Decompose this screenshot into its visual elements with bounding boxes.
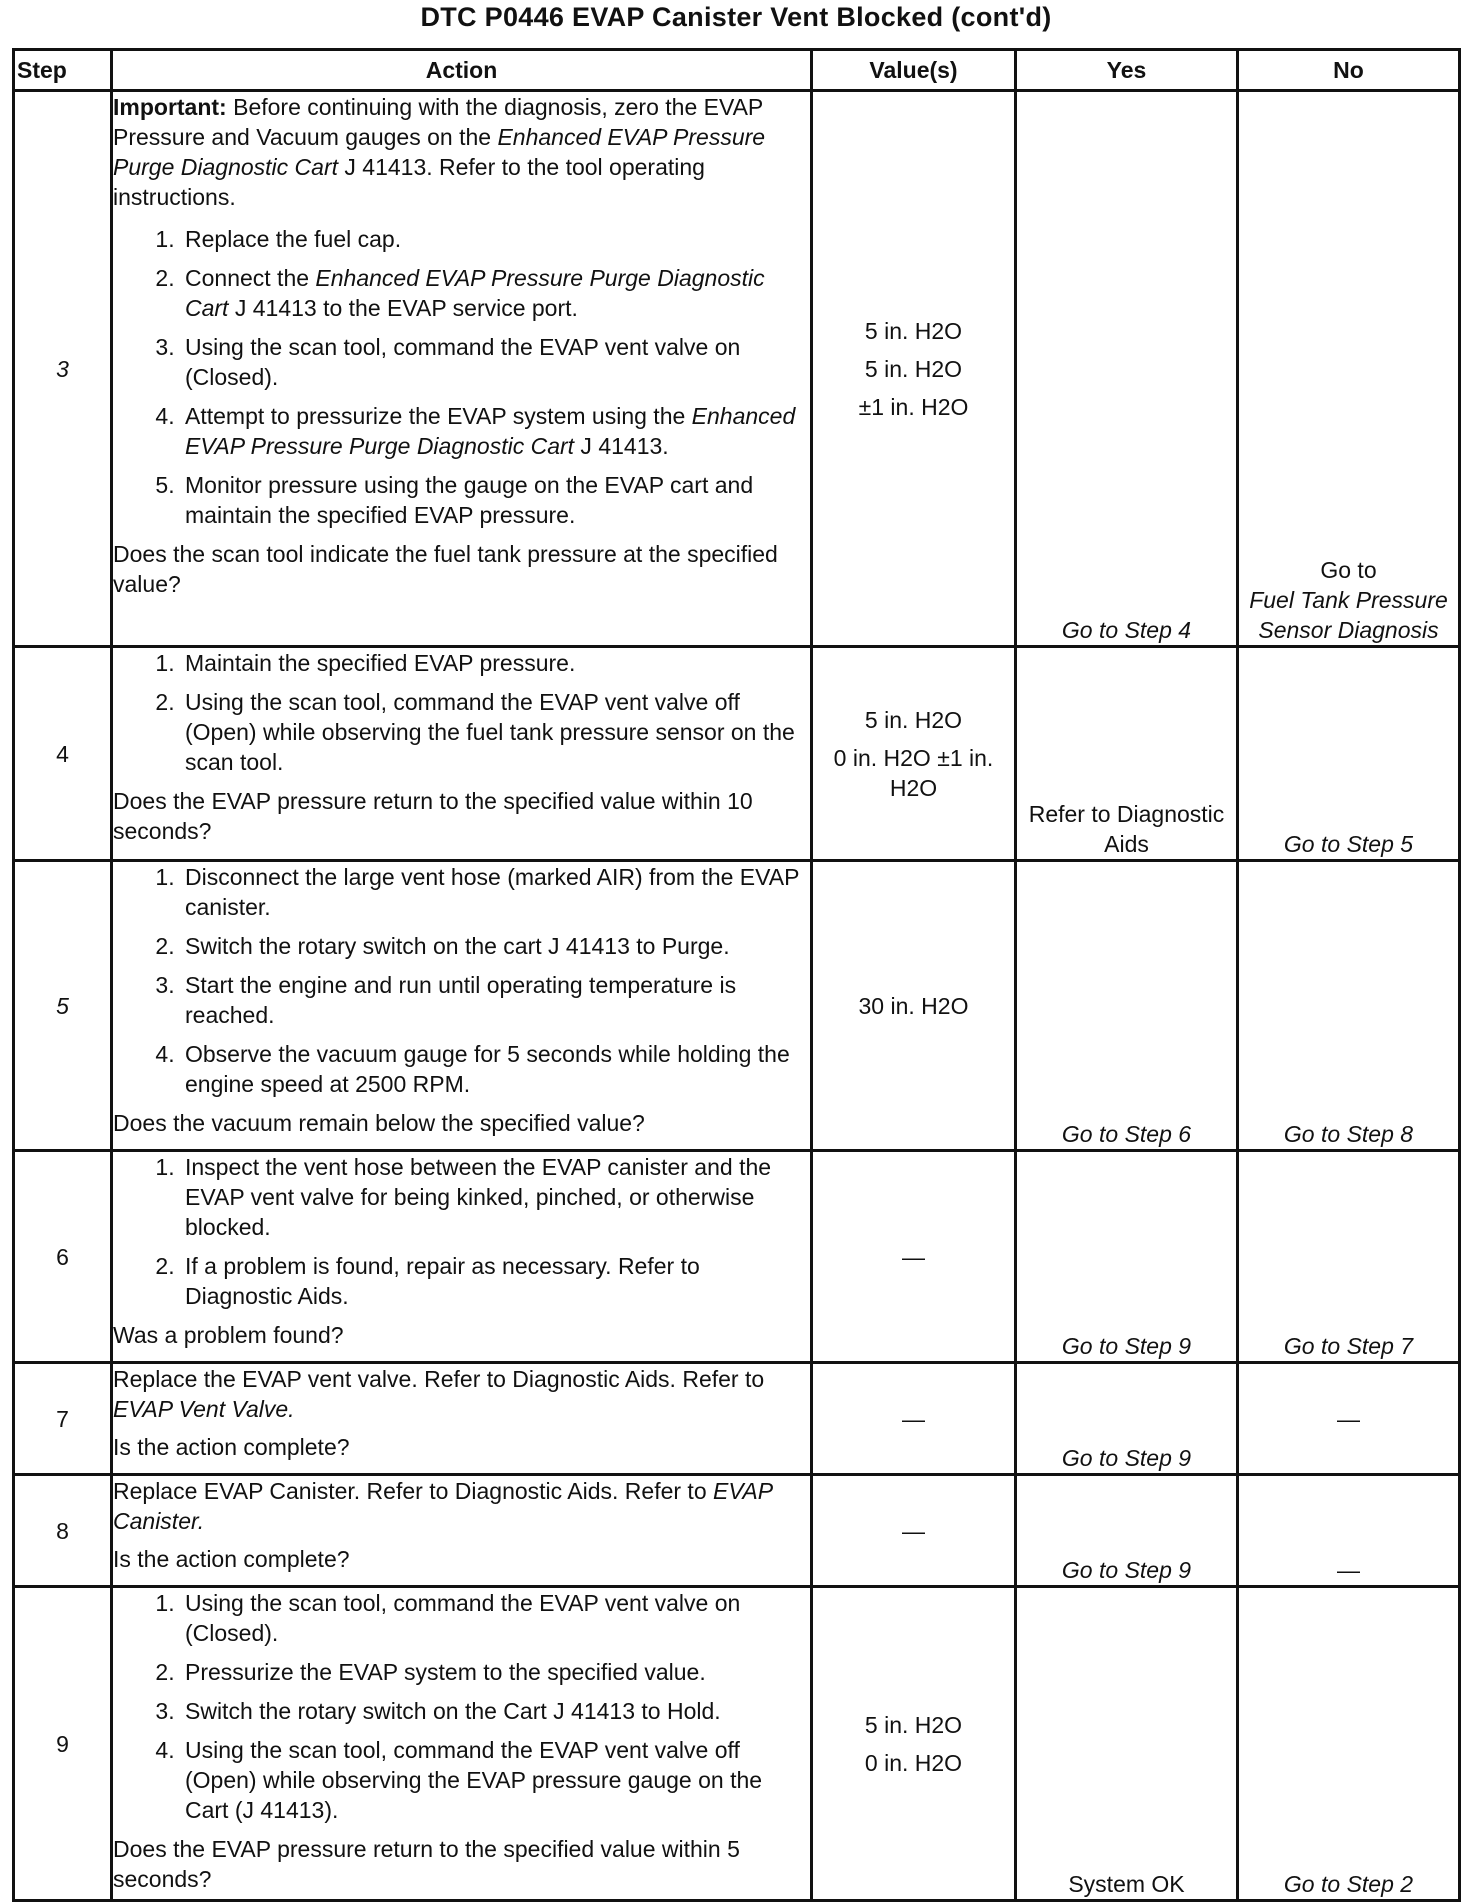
action-cell [112,647,812,861]
no-cell: Go to Step 5 [1238,647,1460,861]
list-item: 4. Attempt to pressurize the EVAP system using the Enhanced EVAP Pressure Purge Diagnostic Cart J 41413. [181,401,810,461]
question: Was a problem found? [113,1322,344,1348]
list-item: 2. If a problem is found, repair as necessary. Refer to Diagnostic Aids. [181,1251,810,1311]
step-number: 8 [14,1475,112,1587]
action-cell [112,1151,812,1363]
page-title: DTC P0446 EVAP Canister Vent Blocked (cont'd) [420,2,1052,32]
list-item: 4. Observe the vacuum gauge for 5 seconds while holding the engine speed at 2500 RPM. [181,1039,810,1099]
list-item: 2. Pressurize the EVAP system to the specified value. [181,1657,810,1687]
action-text: Replace the EVAP vent valve. Refer to Diagnostic Aids. Refer to EVAP Vent Valve. [113,1366,765,1422]
yes-cell: Refer to Diagnostic Aids [1016,647,1238,861]
question: Does the scan tool indicate the fuel tank pressure at the specified value? [113,541,778,597]
values-cell: 5 in. H2O 0 in. H2O [812,1587,1016,1901]
list-item: 1. Inspect the vent hose between the EVAP canister and the EVAP vent valve for being kinked, pinched, or otherwise blocked. [181,1152,810,1242]
action-cell [112,1363,812,1475]
no-cell: — [1238,1475,1460,1587]
important-note: Important: Before continuing with the diagnosis, zero the EVAP Pressure and Vacuum gauges on the Enhanced EVAP Pressure Purge Diagnostic Cart J 41413. Refer to the tool operating instructions. [113,94,766,210]
step-number: 9 [14,1587,112,1901]
table-row [14,861,1460,1151]
list-item: 1. Maintain the specified EVAP pressure. [181,648,810,678]
question: Is the action complete? [113,1434,350,1460]
yes-cell: Go to Step 9 [1016,1475,1238,1587]
column-header-no: No [1238,50,1460,91]
table-row [14,1475,1460,1587]
step-number: 5 [14,861,112,1151]
list-item: 3. Switch the rotary switch on the Cart J 41413 to Hold. [181,1696,810,1726]
no-cell: Go to Fuel Tank Pressure Sensor Diagnosis [1238,91,1460,647]
list-item: 2. Connect the Enhanced EVAP Pressure Purge Diagnostic Cart J 41413 to the EVAP service port. [181,263,810,323]
list-item: 5. Monitor pressure using the gauge on the EVAP cart and maintain the specified EVAP pressure. [181,470,810,530]
column-header-step: Step [14,50,112,91]
step-number: 6 [14,1151,112,1363]
list-item: 3. Start the engine and run until operating temperature is reached. [181,970,810,1030]
yes-cell: Go to Step 9 [1016,1363,1238,1475]
column-header-yes: Yes [1016,50,1238,91]
table-row [14,91,1460,647]
question: Is the action complete? [113,1546,350,1572]
list-item: 2. Using the scan tool, command the EVAP vent valve off (Open) while observing the fuel tank pressure sensor on the scan tool. [181,687,810,777]
question: Does the vacuum remain below the specified value? [113,1110,645,1136]
yes-cell: System OK [1016,1587,1238,1901]
values-cell: — [812,1151,1016,1363]
action-cell [112,1475,812,1587]
list-item: 3. Using the scan tool, command the EVAP vent valve on (Closed). [181,332,810,392]
action-cell [112,91,812,647]
table-row [14,647,1460,861]
table-row [14,1151,1460,1363]
values-cell: 5 in. H2O 5 in. H2O ±1 in. H2O [812,91,1016,647]
values-cell: — [812,1363,1016,1475]
values-cell: — [812,1475,1016,1587]
column-header-values: Value(s) [812,50,1016,91]
step-number: 3 [14,91,112,647]
no-cell: Go to Step 7 [1238,1151,1460,1363]
no-cell: Go to Step 8 [1238,861,1460,1151]
list-item: 2. Switch the rotary switch on the cart J 41413 to Purge. [181,931,810,961]
diagnostic-table [12,48,1461,1902]
action-cell [112,861,812,1151]
no-cell: Go to Step 2 [1238,1587,1460,1901]
list-item: 4. Using the scan tool, command the EVAP vent valve off (Open) while observing the EVAP pressure gauge on the Cart (J 41413). [181,1735,810,1825]
question: Does the EVAP pressure return to the specified value within 5 seconds? [113,1836,740,1892]
step-number: 7 [14,1363,112,1475]
step-number: 4 [14,647,112,861]
values-cell: 5 in. H2O 0 in. H2O ±1 in. H2O [812,647,1016,861]
yes-cell: Go to Step 4 [1016,91,1238,647]
yes-cell: Go to Step 9 [1016,1151,1238,1363]
list-item: 1. Disconnect the large vent hose (marked AIR) from the EVAP canister. [181,862,810,922]
question: Does the EVAP pressure return to the specified value within 10 seconds? [113,788,753,844]
column-header-action: Action [112,50,812,91]
no-cell: — [1238,1363,1460,1475]
list-item: 1. Replace the fuel cap. [181,224,810,254]
table-row [14,1363,1460,1475]
values-cell: 30 in. H2O [812,861,1016,1151]
action-text: Replace EVAP Canister. Refer to Diagnostic Aids. Refer to EVAP Canister. [113,1478,773,1534]
table-header-row [14,50,1460,91]
action-cell [112,1587,812,1901]
yes-cell: Go to Step 6 [1016,861,1238,1151]
list-item: 1. Using the scan tool, command the EVAP vent valve on (Closed). [181,1588,810,1648]
table-row [14,1587,1460,1901]
